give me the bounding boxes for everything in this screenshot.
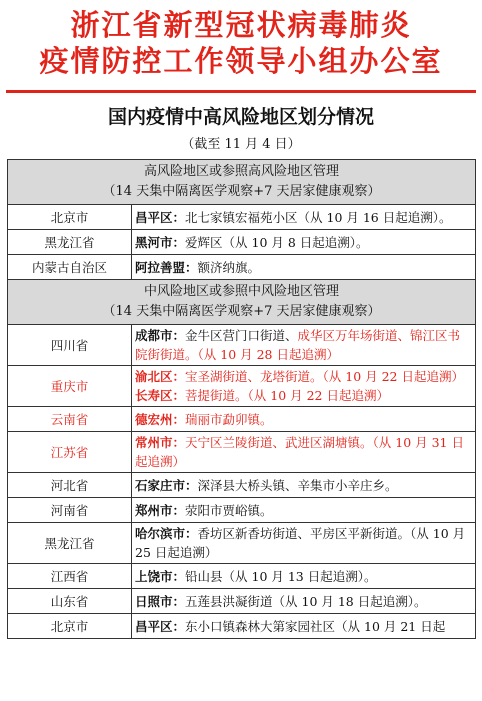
table-row — [8, 230, 476, 255]
area-cell — [132, 230, 476, 255]
high-risk-heading: 高风险地区或参照高风险地区管理 — [144, 164, 340, 179]
table-row — [8, 473, 476, 498]
province-cell: 山东省 — [8, 589, 132, 614]
table-row — [8, 432, 476, 473]
city-label: 阿拉善盟： — [135, 259, 198, 275]
medium-risk-section-header — [8, 280, 476, 325]
city-label: 常州市： — [135, 435, 186, 450]
city-label: 成都市： — [135, 328, 186, 343]
province-cell: 黑龙江省 — [8, 523, 132, 564]
city-label: 昌平区： — [135, 618, 186, 634]
area-cell — [132, 589, 476, 614]
area-detail: 天宁区兰陵街道、武进区湖塘镇。（从 10 月 31 日起追溯） — [135, 435, 464, 469]
city-label: 哈尔滨市： — [135, 526, 198, 541]
area-detail-new: （从 10 月 28 日起追溯） — [197, 347, 339, 362]
province-cell: 四川省 — [8, 325, 132, 366]
table-row — [8, 523, 476, 564]
area-cell — [132, 614, 476, 639]
area-detail: 铅山县（从 10 月 13 日起追溯）。 — [185, 568, 377, 584]
province-cell: 江苏省 — [8, 432, 132, 473]
table-row — [8, 614, 476, 639]
table-row — [8, 589, 476, 614]
medium-risk-note: （14 天集中隔离医学观察+7 天居家健康观察） — [102, 304, 381, 319]
city-label: 昌平区： — [135, 209, 186, 225]
area-detail: 荥阳市贾峪镇。 — [185, 502, 273, 518]
province-cell: 河南省 — [8, 498, 132, 523]
table-row — [8, 255, 476, 280]
area-cell — [132, 205, 476, 230]
city-label: 黑河市： — [135, 234, 186, 250]
province-cell: 北京市 — [8, 205, 132, 230]
document-header — [0, 0, 482, 98]
area-cell — [132, 407, 476, 432]
risk-area-table — [7, 159, 475, 639]
province-cell: 北京市 — [8, 614, 132, 639]
area-detail: 金牛区营门口街道、 — [185, 328, 298, 343]
city-label: 渝北区： — [135, 369, 186, 384]
province-cell: 内蒙古自治区 — [8, 255, 132, 280]
area-detail: 东小口镇森林大第家园社区（从 10 月 21 日起 — [185, 618, 446, 634]
medium-risk-heading: 中风险地区或参照中风险地区管理 — [144, 284, 340, 299]
table-row — [8, 498, 476, 523]
table-row — [8, 564, 476, 589]
table-row — [8, 325, 476, 366]
red-divider — [6, 90, 476, 93]
city-label: 长寿区： — [135, 388, 186, 403]
province-cell: 河北省 — [8, 473, 132, 498]
area-detail: 爱辉区（从 10 月 8 日起追溯）。 — [185, 234, 369, 250]
area-cell — [132, 432, 476, 473]
high-risk-note: （14 天集中隔离医学观察+7 天居家健康观察） — [102, 184, 381, 199]
table-row — [8, 205, 476, 230]
area-cell — [132, 366, 476, 407]
city-label: 郑州市： — [135, 502, 186, 518]
table-row — [8, 407, 476, 432]
area-cell — [132, 473, 476, 498]
area-entry — [135, 386, 472, 405]
province-cell: 重庆市 — [8, 366, 132, 407]
city-label: 石家庄市： — [135, 477, 198, 493]
area-detail: 宝圣湖街道、龙塔街道。（从 10 月 22 日起追溯） — [185, 369, 464, 384]
area-detail-new: 成华区万年场街道、锦江区书院街街道。 — [135, 328, 461, 362]
city-label: 德宏州： — [135, 411, 186, 427]
table-row — [8, 366, 476, 407]
issuer-line-1: 浙江省新型冠状病毒肺炎 — [70, 8, 412, 42]
province-cell: 江西省 — [8, 564, 132, 589]
area-detail: 香坊区新香坊街道、平房区平新街道。（从 10 月 25 日起追溯） — [135, 526, 466, 560]
city-label: 日照市： — [135, 593, 186, 609]
high-risk-section-header — [8, 160, 476, 205]
document-subtitle: （截至 11 月 4 日） — [181, 137, 301, 152]
city-label: 上饶市： — [135, 568, 186, 584]
document-title: 国内疫情中高风险地区划分情况 — [107, 106, 374, 128]
area-cell — [132, 255, 476, 280]
area-cell — [132, 498, 476, 523]
area-detail: 瑞丽市勐卯镇。 — [185, 411, 273, 427]
province-cell: 云南省 — [8, 407, 132, 432]
area-cell — [132, 325, 476, 366]
province-cell: 黑龙江省 — [8, 230, 132, 255]
issuer-line-2: 疫情防控工作领导小组办公室 — [39, 44, 443, 78]
area-cell — [132, 564, 476, 589]
area-detail: 北七家镇宏福苑小区（从 10 月 16 日起追溯）。 — [185, 209, 452, 225]
area-detail: 深泽县大桥头镇、辛集市小辛庄乡。 — [197, 477, 398, 493]
area-detail: 菩提街道。（从 10 月 22 日起追溯） — [185, 388, 389, 403]
area-detail: 五莲县洪凝街道（从 10 月 18 日起追溯）。 — [185, 593, 427, 609]
area-detail: 额济纳旗。 — [197, 259, 261, 275]
area-entry — [135, 367, 472, 386]
area-cell — [132, 523, 476, 564]
